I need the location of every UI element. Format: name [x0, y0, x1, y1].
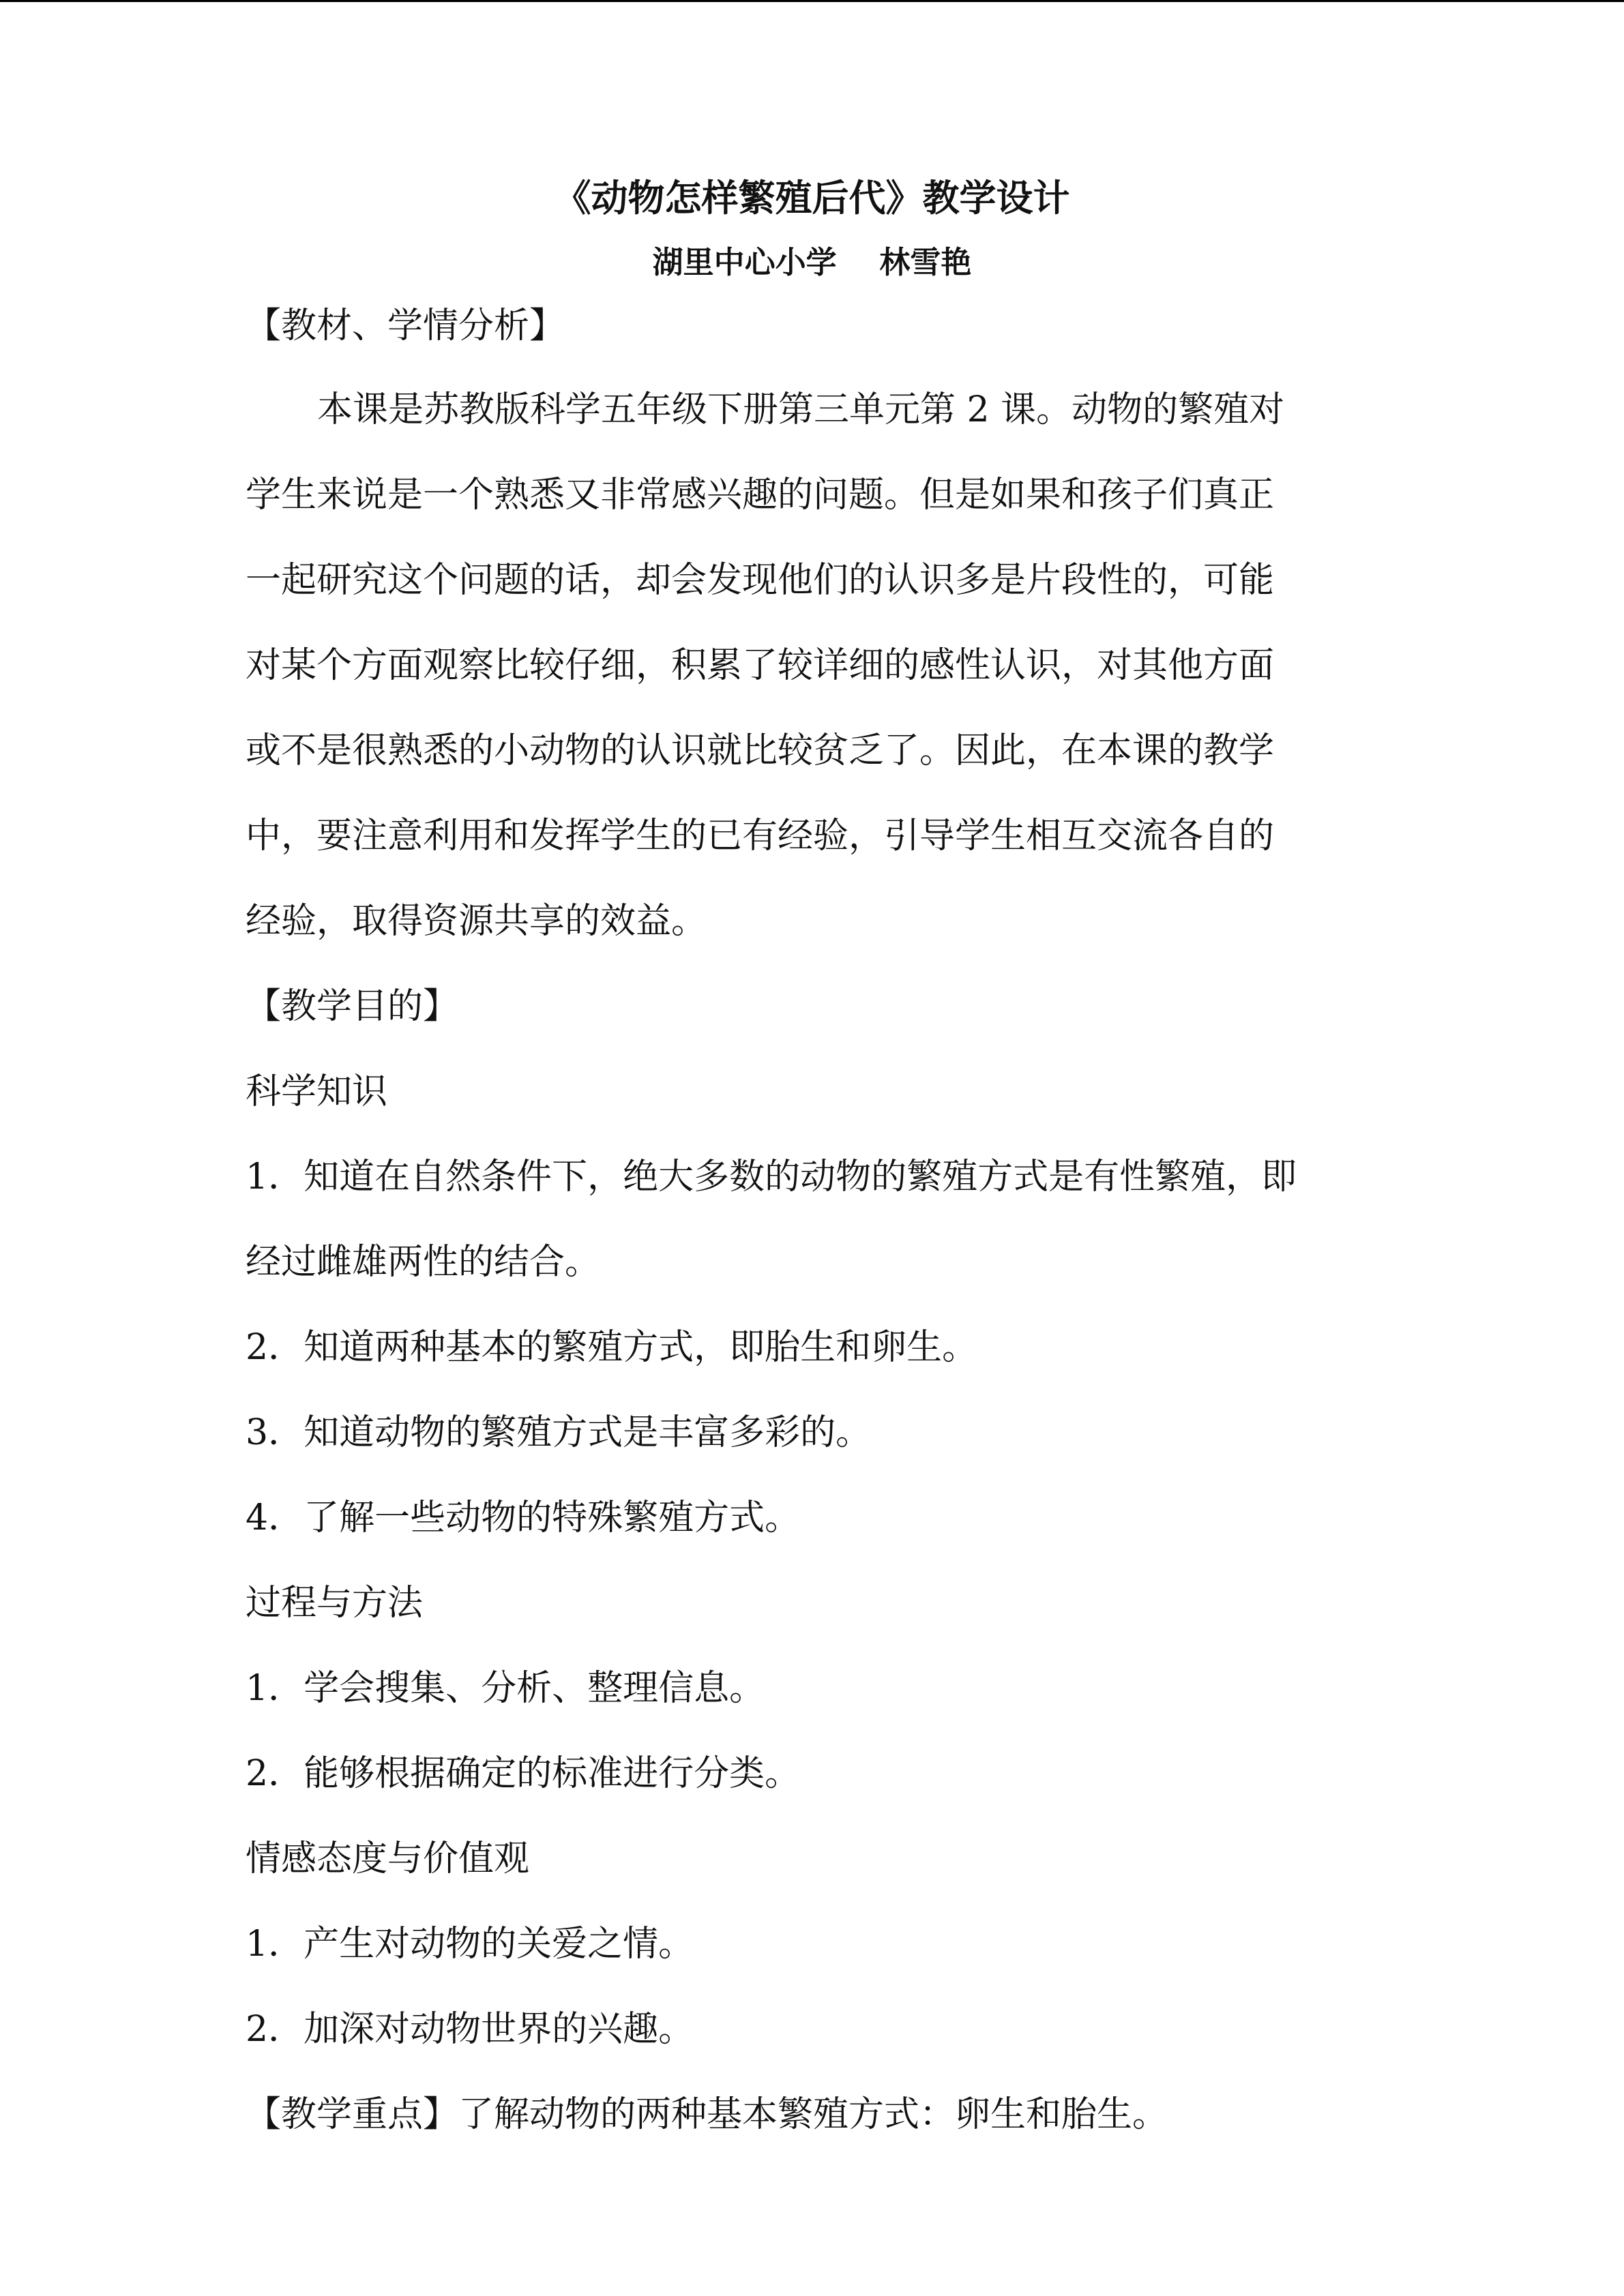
top-border-rule: [0, 0, 1624, 2]
document-title: 《动物怎样繁殖后代》教学设计: [554, 176, 1070, 220]
list-item: 经过雌雄两性的结合。: [246, 1242, 601, 1283]
analysis-paragraph-line: 学生来说是一个熟悉又非常感兴趣的问题。但是如果和孩子们真正: [246, 475, 1275, 516]
list-item: 1．产生对动物的关爱之情。: [246, 1924, 694, 1965]
analysis-paragraph-line: 本课是苏教版科学五年级下册第三单元第 2 课。动物的繁殖对: [317, 389, 1285, 430]
analysis-paragraph-line: 中，要注意利用和发挥学生的已有经验，引导学生相互交流各自的: [246, 816, 1275, 856]
list-item: 4．了解一些动物的特殊繁殖方式。: [246, 1497, 801, 1538]
section-heading-analysis: 【教材、学情分析】: [246, 305, 565, 346]
analysis-paragraph-line: 或不是很熟悉的小动物的认识就比较贫乏了。因此，在本课的教学: [246, 730, 1275, 771]
section-heading-goals: 【教学目的】: [246, 986, 459, 1027]
document-author: 湖里中心小学 林雪艳: [652, 244, 972, 280]
subheading-attitude-values: 情感态度与价值观: [246, 1838, 530, 1879]
list-item: 2．加深对动物世界的兴趣。: [246, 2009, 694, 2050]
list-item: 2．知道两种基本的繁殖方式，即胎生和卵生。: [246, 1327, 978, 1368]
list-item: 1．学会搜集、分析、整理信息。: [246, 1668, 765, 1709]
list-item: 1．知道在自然条件下，绝大多数的动物的繁殖方式是有性繁殖，即: [246, 1157, 1297, 1197]
analysis-paragraph-line: 一起研究这个问题的话，却会发现他们的认识多是片段性的，可能: [246, 560, 1275, 601]
subheading-science-knowledge: 科学知识: [246, 1071, 388, 1112]
analysis-paragraph-line: 经验，取得资源共享的效益。: [246, 901, 707, 942]
key-point-line: 【教学重点】了解动物的两种基本繁殖方式：卵生和胎生。: [246, 2094, 1168, 2135]
list-item: 2．能够根据确定的标准进行分类。: [246, 1753, 801, 1794]
analysis-paragraph-line: 对某个方面观察比较仔细，积累了较详细的感性认识，对其他方面: [246, 645, 1275, 686]
list-item: 3．知道动物的繁殖方式是丰富多彩的。: [246, 1412, 872, 1453]
subheading-process-method: 过程与方法: [246, 1583, 424, 1624]
